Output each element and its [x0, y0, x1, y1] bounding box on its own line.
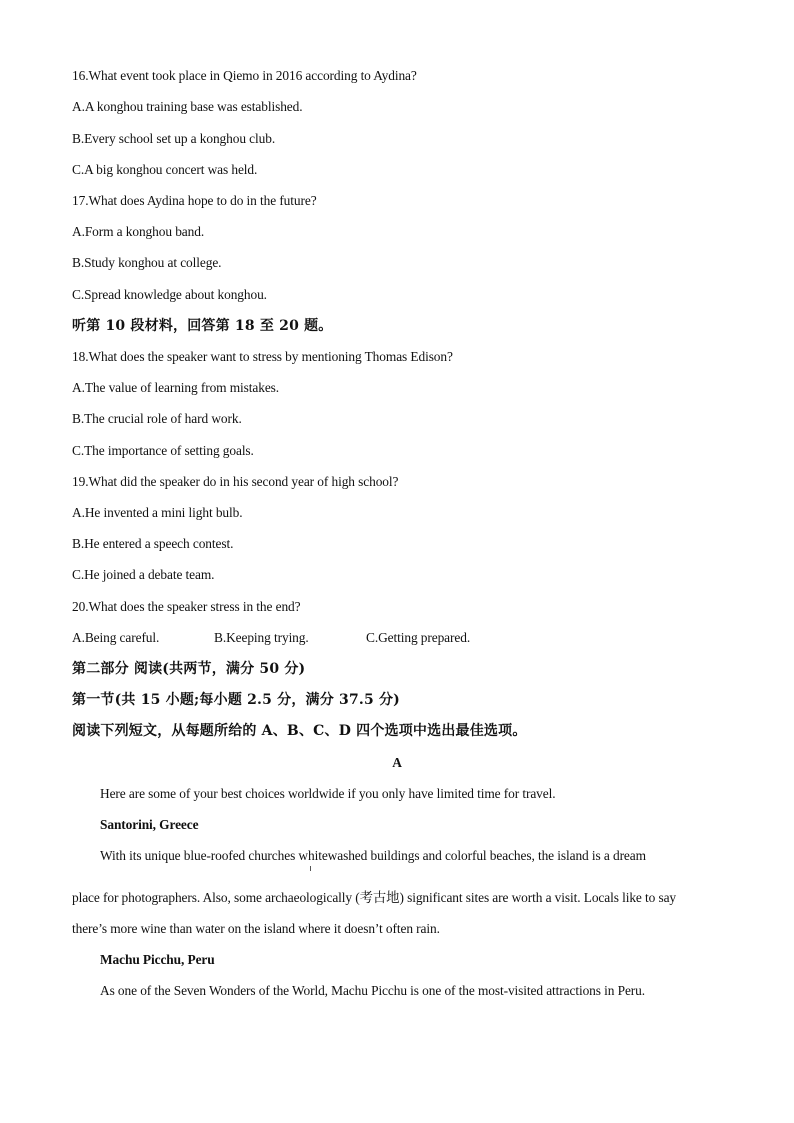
part-2-heading: 第二部分 阅读(共两节，满分 50 分): [72, 661, 306, 677]
q16-option-c: C.A big konghou concert was held.: [72, 162, 258, 177]
q17-option-a: A.Form a konghou band.: [72, 224, 205, 239]
santorini-paragraph-line-1: With its unique blue-roofed churches whitewashed buildings and colorful beaches, the island is a dream: [100, 848, 646, 863]
santorini-paragraph-line-2: place for photographers. Also, some archaeologically (考古地) significant sites are worth a visit. Locals like to say: [72, 890, 677, 905]
passage-label: A: [392, 755, 402, 770]
punctuation-mark: [310, 866, 311, 871]
q16-option-a: A.A konghou training base was established.: [72, 99, 303, 114]
q17-question: 17.What does Aydina hope to do in the future?: [72, 193, 317, 208]
q20-option-c: C.Getting prepared.: [366, 630, 471, 645]
q19-question: 19.What did the speaker do in his second year of high school?: [72, 474, 399, 489]
q18-option-c: C.The importance of setting goals.: [72, 443, 254, 458]
q18-option-b: B.The crucial role of hard work.: [72, 411, 242, 426]
q17-option-c: C.Spread knowledge about konghou.: [72, 287, 267, 302]
q19-option-c: C.He joined a debate team.: [72, 567, 215, 582]
section-10-heading: 听第 10 段材料，回答第 18 至 20 题。: [72, 318, 333, 334]
santorini-title: Santorini, Greece: [100, 817, 199, 832]
q16-option-b: B.Every school set up a konghou club.: [72, 131, 276, 146]
q20-options: [72, 629, 470, 647]
q18-option-a: A.The value of learning from mistakes.: [72, 380, 280, 395]
q20-option-a: A.Being careful.: [72, 630, 160, 645]
section-1-heading: 第一节(共 15 小题;每小题 2.5 分，满分 37.5 分): [72, 692, 400, 708]
q20-option-b: B.Keeping trying.: [214, 630, 309, 645]
q19-option-a: A.He invented a mini light bulb.: [72, 505, 243, 520]
q20-question: 20.What does the speaker stress in the end?: [72, 599, 301, 614]
q18-question: 18.What does the speaker want to stress by mentioning Thomas Edison?: [72, 349, 453, 364]
passage-intro: Here are some of your best choices worldwide if you only have limited time for travel.: [100, 786, 556, 801]
q19-option-b: B.He entered a speech contest.: [72, 536, 234, 551]
reading-instructions: 阅读下列短文，从每题所给的 A、B、C、D 四个选项中选出最佳选项。: [72, 723, 527, 739]
machu-picchu-title: Machu Picchu, Peru: [100, 952, 215, 967]
q17-option-b: B.Study konghou at college.: [72, 255, 222, 270]
machu-picchu-paragraph-line-1: As one of the Seven Wonders of the World, Machu Picchu is one of the most-visited attractions in Peru.: [100, 983, 645, 998]
santorini-paragraph-line-3: there’s more wine than water on the island where it doesn’t often rain.: [72, 921, 440, 936]
q16-question: 16.What event took place in Qiemo in 2016 according to Aydina?: [72, 68, 417, 83]
